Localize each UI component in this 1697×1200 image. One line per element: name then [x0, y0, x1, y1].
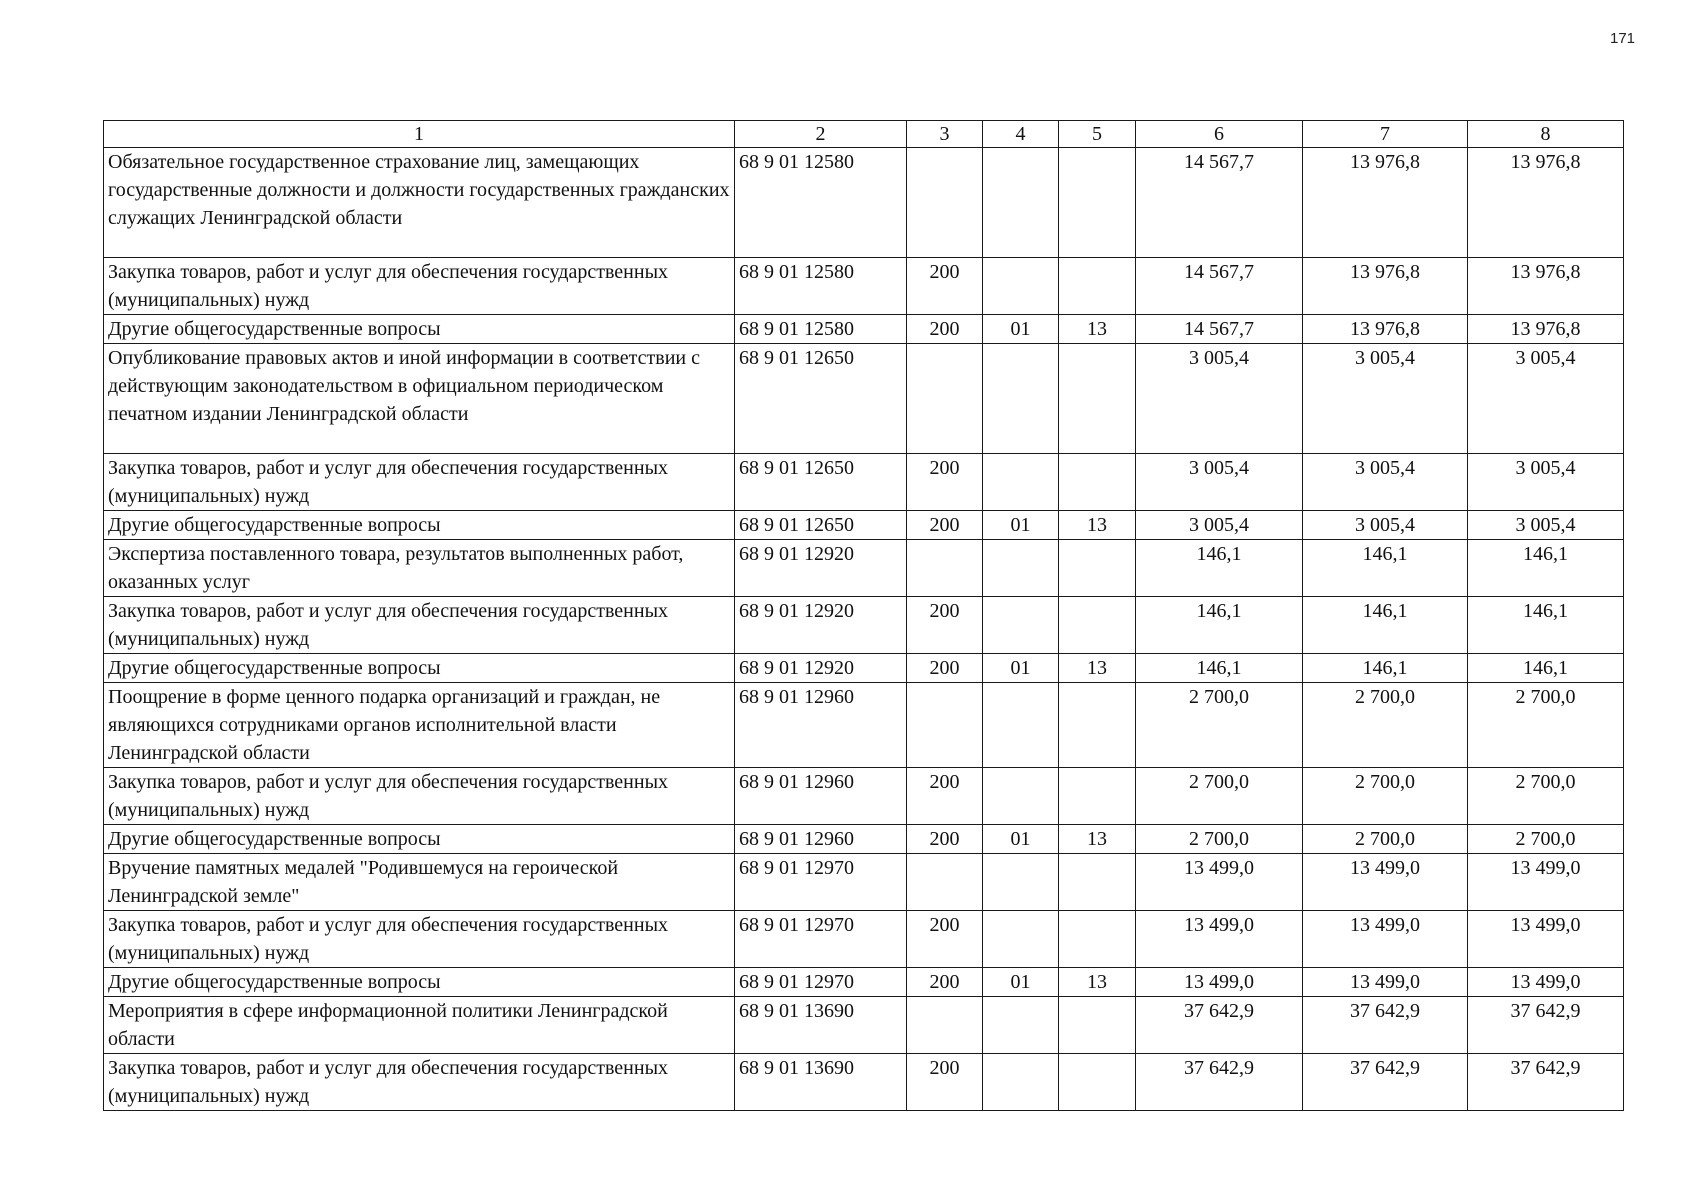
section-code: 01	[983, 968, 1059, 997]
header-cell: 2	[735, 121, 907, 148]
table-row	[104, 1054, 1624, 1111]
amount-col-8: 13 499,0	[1468, 854, 1624, 911]
header-cell: 6	[1136, 121, 1303, 148]
expense-type-code	[907, 344, 983, 454]
subsection-code	[1059, 344, 1136, 454]
table-row	[104, 148, 1624, 258]
row-description: Поощрение в форме ценного подарка организаций и граждан, не являющихся сотрудниками органов исполнительной власти Ленинградской области	[104, 683, 735, 768]
row-description: Закупка товаров, работ и услуг для обеспечения государственных (муниципальных) нужд	[104, 768, 735, 825]
target-article-code: 68 9 01 12960	[735, 683, 907, 768]
table-row	[104, 511, 1624, 540]
row-description: Мероприятия в сфере информационной политики Ленинградской области	[104, 997, 735, 1054]
amount-col-7: 13 499,0	[1303, 968, 1468, 997]
amount-col-6: 2 700,0	[1136, 683, 1303, 768]
table-row	[104, 854, 1624, 911]
table-row	[104, 968, 1624, 997]
header-row	[104, 121, 1624, 148]
section-code	[983, 344, 1059, 454]
amount-col-7: 2 700,0	[1303, 768, 1468, 825]
amount-col-8: 3 005,4	[1468, 344, 1624, 454]
row-description: Другие общегосударственные вопросы	[104, 511, 735, 540]
amount-col-6: 2 700,0	[1136, 825, 1303, 854]
subsection-code: 13	[1059, 315, 1136, 344]
section-code	[983, 454, 1059, 511]
section-code	[983, 683, 1059, 768]
amount-col-8: 13 976,8	[1468, 315, 1624, 344]
expense-type-code: 200	[907, 968, 983, 997]
amount-col-7: 2 700,0	[1303, 825, 1468, 854]
amount-col-7: 146,1	[1303, 597, 1468, 654]
amount-col-7: 146,1	[1303, 654, 1468, 683]
amount-col-7: 2 700,0	[1303, 683, 1468, 768]
subsection-code	[1059, 768, 1136, 825]
page-number: 171	[1610, 30, 1636, 47]
expense-type-code	[907, 148, 983, 258]
target-article-code: 68 9 01 13690	[735, 1054, 907, 1111]
subsection-code: 13	[1059, 825, 1136, 854]
amount-col-7: 13 976,8	[1303, 315, 1468, 344]
target-article-code: 68 9 01 12960	[735, 825, 907, 854]
row-description: Другие общегосударственные вопросы	[104, 968, 735, 997]
subsection-code: 13	[1059, 511, 1136, 540]
target-article-code: 68 9 01 12920	[735, 540, 907, 597]
section-code: 01	[983, 654, 1059, 683]
table-row	[104, 768, 1624, 825]
amount-col-6: 13 499,0	[1136, 968, 1303, 997]
row-description: Другие общегосударственные вопросы	[104, 825, 735, 854]
amount-col-8: 146,1	[1468, 597, 1624, 654]
amount-col-8: 3 005,4	[1468, 511, 1624, 540]
section-code	[983, 997, 1059, 1054]
expense-type-code: 200	[907, 825, 983, 854]
subsection-code	[1059, 540, 1136, 597]
table-row	[104, 597, 1624, 654]
expense-type-code: 200	[907, 1054, 983, 1111]
subsection-code	[1059, 997, 1136, 1054]
amount-col-7: 13 499,0	[1303, 911, 1468, 968]
target-article-code: 68 9 01 12960	[735, 768, 907, 825]
amount-col-6: 3 005,4	[1136, 344, 1303, 454]
subsection-code: 13	[1059, 968, 1136, 997]
expense-type-code: 200	[907, 511, 983, 540]
amount-col-7: 3 005,4	[1303, 454, 1468, 511]
expense-type-code	[907, 854, 983, 911]
subsection-code	[1059, 683, 1136, 768]
expense-type-code	[907, 540, 983, 597]
amount-col-6: 2 700,0	[1136, 768, 1303, 825]
amount-col-6: 14 567,7	[1136, 258, 1303, 315]
row-description: Экспертиза поставленного товара, результатов выполненных работ, оказанных услуг	[104, 540, 735, 597]
target-article-code: 68 9 01 12650	[735, 511, 907, 540]
amount-col-6: 146,1	[1136, 597, 1303, 654]
amount-col-8: 13 976,8	[1468, 258, 1624, 315]
amount-col-8: 2 700,0	[1468, 683, 1624, 768]
target-article-code: 68 9 01 12970	[735, 854, 907, 911]
header-cell: 7	[1303, 121, 1468, 148]
expense-type-code: 200	[907, 454, 983, 511]
section-code: 01	[983, 511, 1059, 540]
amount-col-6: 14 567,7	[1136, 148, 1303, 258]
row-description: Закупка товаров, работ и услуг для обеспечения государственных (муниципальных) нужд	[104, 597, 735, 654]
subsection-code	[1059, 911, 1136, 968]
expense-type-code: 200	[907, 654, 983, 683]
section-code	[983, 911, 1059, 968]
header-cell: 8	[1468, 121, 1624, 148]
section-code	[983, 148, 1059, 258]
section-code	[983, 768, 1059, 825]
subsection-code	[1059, 854, 1136, 911]
row-description: Другие общегосударственные вопросы	[104, 315, 735, 344]
target-article-code: 68 9 01 12920	[735, 654, 907, 683]
target-article-code: 68 9 01 12650	[735, 344, 907, 454]
amount-col-8: 2 700,0	[1468, 825, 1624, 854]
expense-type-code: 200	[907, 597, 983, 654]
amount-col-8: 146,1	[1468, 654, 1624, 683]
amount-col-8: 13 499,0	[1468, 968, 1624, 997]
section-code	[983, 854, 1059, 911]
section-code	[983, 597, 1059, 654]
expense-type-code: 200	[907, 768, 983, 825]
amount-col-6: 146,1	[1136, 540, 1303, 597]
table-row	[104, 997, 1624, 1054]
amount-col-6: 13 499,0	[1136, 911, 1303, 968]
amount-col-8: 13 976,8	[1468, 148, 1624, 258]
amount-col-6: 3 005,4	[1136, 454, 1303, 511]
amount-col-6: 146,1	[1136, 654, 1303, 683]
amount-col-7: 13 499,0	[1303, 854, 1468, 911]
table-row	[104, 344, 1624, 454]
section-code	[983, 258, 1059, 315]
expense-type-code: 200	[907, 315, 983, 344]
target-article-code: 68 9 01 12580	[735, 258, 907, 315]
amount-col-6: 37 642,9	[1136, 1054, 1303, 1111]
expense-type-code	[907, 997, 983, 1054]
target-article-code: 68 9 01 12580	[735, 315, 907, 344]
row-description: Закупка товаров, работ и услуг для обеспечения государственных (муниципальных) нужд	[104, 258, 735, 315]
header-cell: 5	[1059, 121, 1136, 148]
budget-table	[103, 120, 1624, 1111]
target-article-code: 68 9 01 12580	[735, 148, 907, 258]
amount-col-8: 2 700,0	[1468, 768, 1624, 825]
subsection-code	[1059, 148, 1136, 258]
amount-col-8: 37 642,9	[1468, 997, 1624, 1054]
amount-col-7: 13 976,8	[1303, 258, 1468, 315]
amount-col-7: 3 005,4	[1303, 511, 1468, 540]
amount-col-7: 37 642,9	[1303, 997, 1468, 1054]
amount-col-8: 13 499,0	[1468, 911, 1624, 968]
section-code	[983, 1054, 1059, 1111]
row-description: Обязательное государственное страхование лиц, замещающих государственные должности и должности государственных гражданских служащих Ленинградской области	[104, 148, 735, 258]
row-description: Закупка товаров, работ и услуг для обеспечения государственных (муниципальных) нужд	[104, 911, 735, 968]
table-row	[104, 654, 1624, 683]
table-row	[104, 540, 1624, 597]
amount-col-8: 3 005,4	[1468, 454, 1624, 511]
table-row	[104, 315, 1624, 344]
row-description: Другие общегосударственные вопросы	[104, 654, 735, 683]
expense-type-code: 200	[907, 911, 983, 968]
subsection-code	[1059, 258, 1136, 315]
table-row	[104, 911, 1624, 968]
row-description: Опубликование правовых актов и иной информации в соответствии с действующим законодательством в официальном периодическом печатном издании Ленинградской области	[104, 344, 735, 454]
expense-type-code	[907, 683, 983, 768]
target-article-code: 68 9 01 12920	[735, 597, 907, 654]
amount-col-7: 37 642,9	[1303, 1054, 1468, 1111]
amount-col-7: 3 005,4	[1303, 344, 1468, 454]
amount-col-7: 13 976,8	[1303, 148, 1468, 258]
subsection-code	[1059, 1054, 1136, 1111]
amount-col-8: 37 642,9	[1468, 1054, 1624, 1111]
expense-type-code: 200	[907, 258, 983, 315]
amount-col-6: 14 567,7	[1136, 315, 1303, 344]
table-row	[104, 683, 1624, 768]
header-cell: 3	[907, 121, 983, 148]
target-article-code: 68 9 01 12970	[735, 968, 907, 997]
header-cell: 1	[104, 121, 735, 148]
header-cell: 4	[983, 121, 1059, 148]
table-row	[104, 258, 1624, 315]
table-row	[104, 454, 1624, 511]
amount-col-6: 3 005,4	[1136, 511, 1303, 540]
subsection-code	[1059, 454, 1136, 511]
table-row	[104, 825, 1624, 854]
row-description: Вручение памятных медалей "Родившемуся на героической Ленинградской земле"	[104, 854, 735, 911]
amount-col-7: 146,1	[1303, 540, 1468, 597]
target-article-code: 68 9 01 12970	[735, 911, 907, 968]
target-article-code: 68 9 01 13690	[735, 997, 907, 1054]
section-code	[983, 540, 1059, 597]
amount-col-6: 13 499,0	[1136, 854, 1303, 911]
section-code: 01	[983, 825, 1059, 854]
amount-col-6: 37 642,9	[1136, 997, 1303, 1054]
amount-col-8: 146,1	[1468, 540, 1624, 597]
subsection-code	[1059, 597, 1136, 654]
subsection-code: 13	[1059, 654, 1136, 683]
section-code: 01	[983, 315, 1059, 344]
row-description: Закупка товаров, работ и услуг для обеспечения государственных (муниципальных) нужд	[104, 454, 735, 511]
row-description: Закупка товаров, работ и услуг для обеспечения государственных (муниципальных) нужд	[104, 1054, 735, 1111]
target-article-code: 68 9 01 12650	[735, 454, 907, 511]
